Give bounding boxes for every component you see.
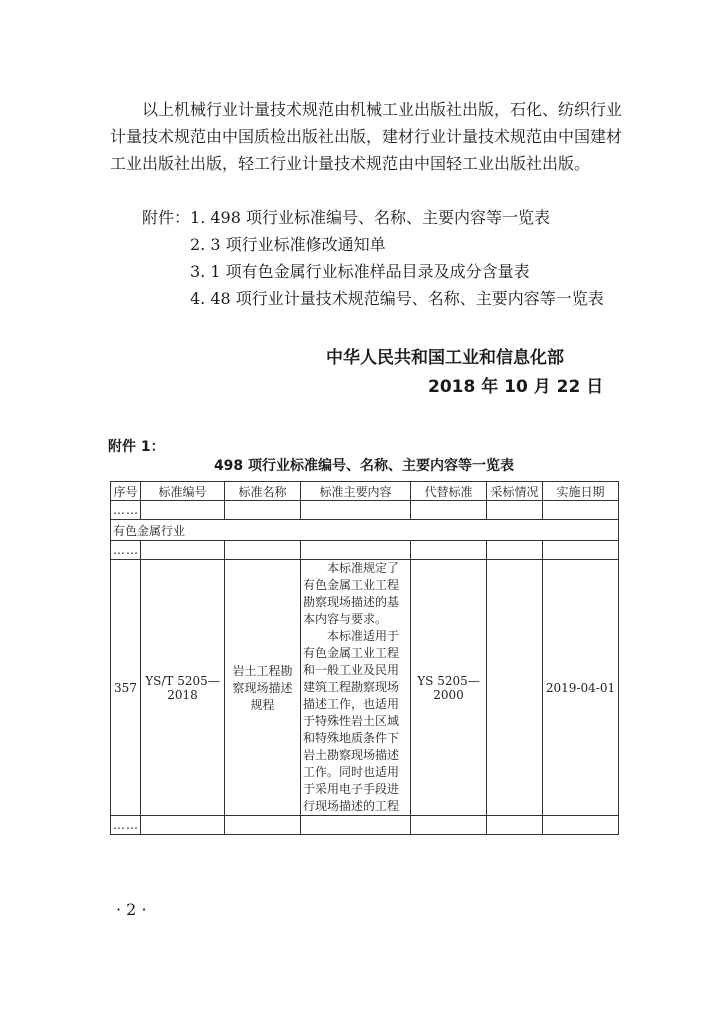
col-header-date: 实施日期 <box>543 482 619 501</box>
cell-adoption <box>487 560 543 816</box>
table-title: 498 项行业标准编号、名称、主要内容等一览表 <box>213 458 515 474</box>
ellipsis-cell: …… <box>111 501 141 520</box>
col-header-no: 序号 <box>111 482 141 501</box>
cell-code: YS/T 5205—2018 <box>141 560 225 816</box>
body-paragraph: 以上机械行业计量技术规范由机械工业出版社出版，石化、纺织行业计量技术规范由中国质检出版社出版，建材行业计量技术规范由中国建材工业出版社出版，轻工行业计量技术规范由中国轻工业出版社出版。 <box>110 100 623 173</box>
cell-no: 357 <box>111 560 141 816</box>
col-header-code: 标准编号 <box>141 482 225 501</box>
attachment-item-4: 4. 48 项行业计量技术规范编号、名称、主要内容等一览表 <box>190 289 604 308</box>
standards-table <box>110 481 619 835</box>
table-row <box>111 560 619 816</box>
ellipsis-row <box>111 501 619 520</box>
ellipsis-row <box>111 816 619 835</box>
ellipsis-row <box>111 541 619 560</box>
cell-replaced: YS 5205—2000 <box>411 560 487 816</box>
ellipsis-cell: …… <box>111 541 141 560</box>
signature-date: 2018 年 10 月 22 日 <box>428 377 604 397</box>
attachment-item-2: 2. 3 项行业标准修改通知单 <box>190 235 386 254</box>
content-paragraph-2: 本标准适用于有色金属工业工程和一般工业及民用建筑工程勘察现场描述工作，也适用于特殊性岩土区域和特殊地质条件下岩土勘察现场描述工作。同时也适用于采用电子手段进行现场描述的工程 <box>303 629 400 813</box>
col-header-name: 标准名称 <box>225 482 301 501</box>
cell-date: 2019-04-01 <box>543 560 619 816</box>
col-header-content: 标准主要内容 <box>301 482 411 501</box>
cell-content <box>301 560 411 816</box>
col-header-replaced: 代替标准 <box>411 482 487 501</box>
cell-name: 岩土工程勘察现场描述规程 <box>225 560 301 816</box>
signature-organization: 中华人民共和国工业和信息化部 <box>326 348 564 368</box>
attachment-item-1: 附件：1. 498 项行业标准编号、名称、主要内容等一览表 <box>142 208 550 227</box>
attachment-item-3: 3. 1 项有色金属行业标准样品目录及成分含量表 <box>190 262 530 281</box>
page-number: · 2 · <box>116 900 147 919</box>
col-header-adoption: 采标情况 <box>487 482 543 501</box>
group-label: 有色金属行业 <box>111 520 619 541</box>
ellipsis-cell: …… <box>111 816 141 835</box>
group-row <box>111 520 619 541</box>
attachment-label: 附件 1： <box>108 439 165 455</box>
table-header-row <box>111 482 619 501</box>
content-paragraph-1: 本标准规定了有色金属工业工程勘察现场描述的基本内容与要求。 <box>303 561 400 626</box>
